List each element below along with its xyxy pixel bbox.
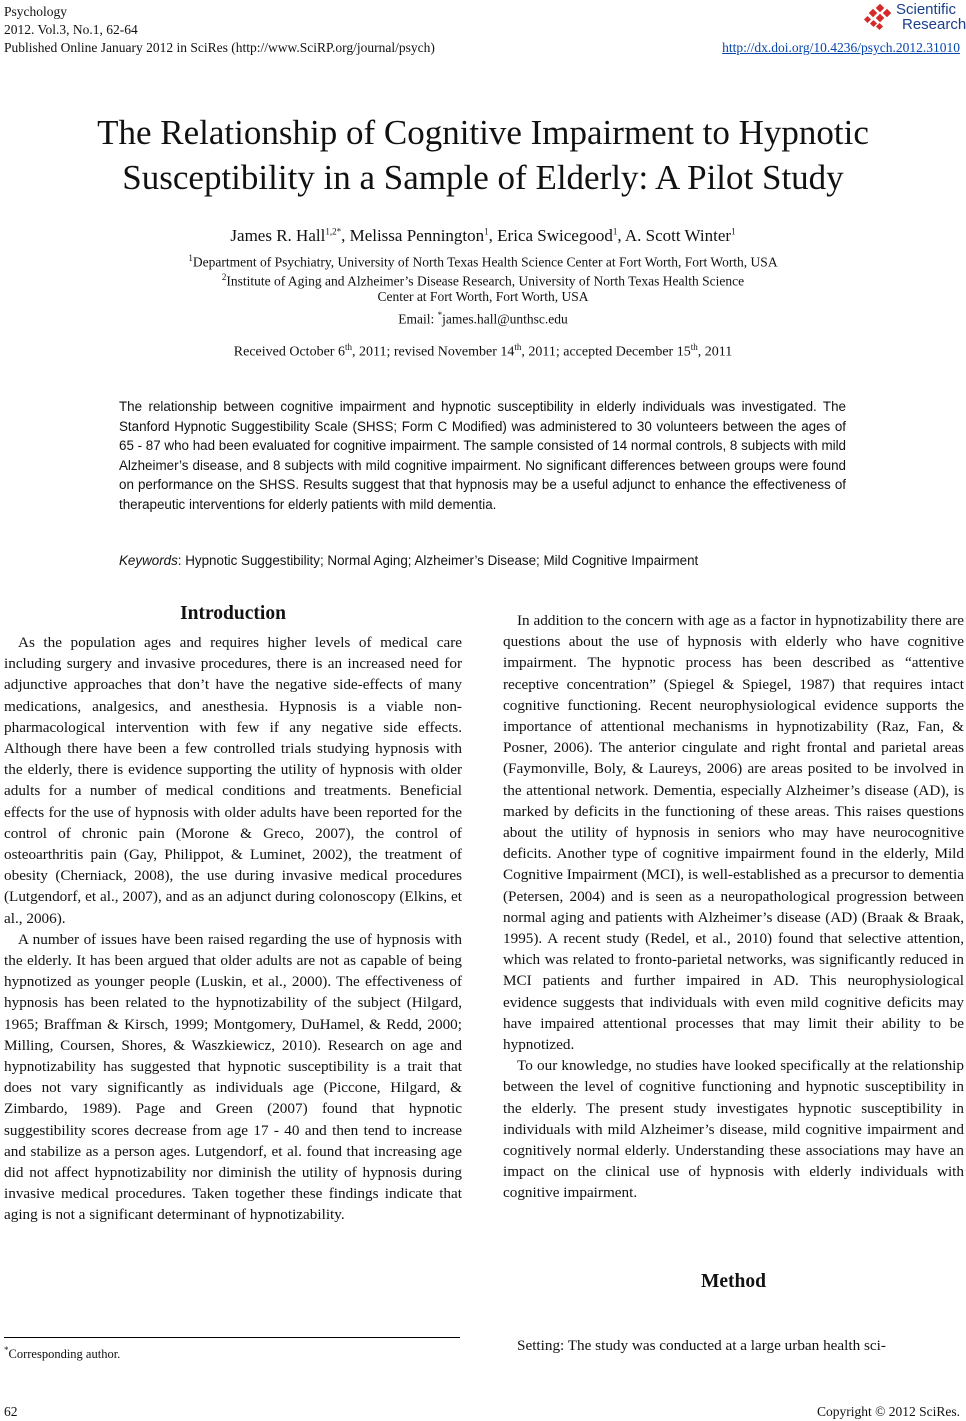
dates-line <box>0 342 966 361</box>
author-2-sup: 1 <box>484 226 489 237</box>
aff2-sup: 2 <box>221 272 227 282</box>
intro-paragraph-2: A number of issues have been raised regarding the use of hypnosis with the elderly. It has been argued that older adults are not as capable of being hypnotized as younger people (Luskin, et al., 2000). The effectiveness of hypnosis has been related to the hypnotizability of the subject (Hilgard, 1965; Braffman & Kirsch, 1999; Montgomery, DuHamel, & Redd, 2000; Milling, Coursen, Shores, & Waszkiewicz, 2010). Research on age and hypnotizability has suggested that hypnotic susceptibility is a trait that does not vary significantly as individuals age (Piccone, Hilgard, & Zimbardo, 1989). Page and Green (2007) found that hypnotic suggestibility scores decrease from age 17 - 40 and then tend to increase and stabilize as a person ages. Lutgendorf, et al. found that increasing age did not affect hypnotizability nor diminish the utility of hypnosis during invasive medical procedures. Taken together these findings indicate that aging is not a significant determinant of hypnotizability. <box>4 930 462 1224</box>
left-column <box>4 632 462 1226</box>
sup-th: th <box>690 342 698 352</box>
date-received: Received October 6 <box>233 344 345 360</box>
journal-name: Psychology <box>4 4 68 19</box>
abstract: The relationship between cognitive impairment and hypnotic susceptibility in elderly individuals was investigated. The Stanford Hypnotic Suggestibility Scale (SHSS; Form C Modified) was administered to 30 volunteers between the ages of 65 - 87 who had been evaluated for cognitive impairment. The sample consisted of 14 normal controls, 8 subjects with mild Alzheimer’s disease, and 8 subjects with mild cognitive impairment. No significant differences between groups were found on performance on the SHSS. Results suggest that that hypnosis may be a useful adjunct to enhance the effectiveness of therapeutic interventions for elderly patients with mild dementia. <box>119 399 846 512</box>
date-revised: , 2011; revised November 14 <box>351 344 515 360</box>
author-2: Melissa Pennington <box>349 226 485 245</box>
scientific-research-logo <box>864 1 966 36</box>
author-3: Erica Swicegood <box>497 226 613 245</box>
right-column <box>503 610 964 1204</box>
logo-text <box>896 2 966 32</box>
logo-line-1: Scientific <box>896 1 957 18</box>
keywords <box>119 553 846 568</box>
sup-th: th <box>344 342 352 352</box>
author-3-sup: 1 <box>612 226 618 237</box>
method-text <box>503 1335 964 1356</box>
title-line-1: The Relationship of Cognitive Impairment to Hypnotic <box>97 113 869 152</box>
aff1-text: Department of Psychiatry, University of North Texas Health Science Center at Fort Worth, Fort Worth, USA <box>192 254 778 270</box>
footnote-sup: * <box>4 1345 9 1355</box>
email-line: Email: *james.hall@unthsc.edu <box>398 310 568 327</box>
method-heading: Method <box>701 1271 766 1292</box>
footnote-rule <box>4 1337 460 1338</box>
date-end: , 2011 <box>697 344 733 360</box>
author-1-sup: 1,2* <box>325 226 342 237</box>
footnote <box>4 1345 120 1362</box>
footnote-text: Corresponding author. <box>8 1347 121 1362</box>
author-1: James R. Hall <box>230 226 326 245</box>
keywords-label: Keywords <box>119 553 178 568</box>
paper-title <box>0 110 966 200</box>
title-line-2: Susceptibility in a Sample of Elderly: A Pilot Study <box>122 158 844 197</box>
intro-paragraph-1: As the population ages and requires higher levels of medical care including surgery and invasive procedures, there is an increased need for adjunctive approaches that don’t have the negative side-effects of many medications, analgesics, and anesthesia. Hypnosis is a viable non-pharmacological intervention with few if any negative side effects. Although there have been a few controlled trials studying hypnosis with the elderly, there is evidence supporting the utility of hypnosis with older adults for a number of medical conditions and treatments. Beneficial effects for the use of hypnosis with older adults have been reported for the control of chronic pain (Morone & Greco, 2007), the control of osteoarthritis pain (Gay, Philippot, & Luminet, 2002), the treatment of obesity (Cherniack, 2008), the use during invasive medical procedures (Lutgendorf, et al., 2007), and as an adjunct during colonoscopy (Elkins, et al., 2006). <box>4 634 462 927</box>
intro-paragraph-3: In addition to the concern with age as a factor in hypnotizability there are questions about the use of hypnosis with elderly who have cognitive impairment. The hypnotic process has been described as “attentive receptive concentration” (Spiegel & Spiegel, 1987) that requires intact cognitive functioning. Recent neurophysiological evidence supports the importance of attentional mechanisms in hypnotizability (Raz, Fan, & Posner, 2006). The anterior cingulate and right frontal and parietal areas (Faymonville, Boly, & Laureys, 2006) are areas posited to be involved in the attentional network. Dementia, especially Alzheimer’s disease (AD), is marked by deficits in the functioning of these areas. This raises questions about the utility of hypnosis in seniors who may have neurocognitive deficits. Another type of cognitive impairment found in the elderly, Mild Cognitive Impairment (MCI), is well-established as a precursor to dementia (Petersen, 2004) and is seen as a neuropathological progression between normal aging and patients with Alzheimer’s disease (AD) (Braak & Braak, 1995). A recent study (Redel, et al., 2010) found that selective attention, which was related to fronto-parietal networks, was significantly reduced in MCI patients and further impaired in AD. This neurophysiological evidence suggests that individuals with even mild cognitive deficits may have impaired attentional processes that may limit their ability to be hypnotized. <box>503 612 964 1054</box>
publication-info: Published Online January 2012 in SciRes (http://www.SciRP.org/journal/psych) <box>4 40 435 55</box>
doi-link[interactable]: http://dx.doi.org/10.4236/psych.2012.31010 <box>722 40 960 55</box>
email-label: Email: <box>398 311 435 327</box>
method-paragraph: Setting: The study was conducted at a large urban health sci- <box>517 1337 886 1354</box>
introduction-heading: Introduction <box>180 603 286 624</box>
affiliation-2-cont: Center at Fort Worth, Fort Worth, USA <box>377 289 589 304</box>
logo-diamonds-icon <box>864 4 894 34</box>
copyright: Copyright © 2012 SciRes. <box>816 1404 960 1419</box>
author-4-sup: 1 <box>731 226 736 237</box>
aff2-text: Institute of Aging and Alzheimer’s Disease Research, University of North Texas Health Science <box>226 273 745 289</box>
sup-th: th <box>514 342 522 352</box>
intro-paragraph-4: To our knowledge, no studies have looked specifically at the relationship between the level of cognitive functioning and hypnotic susceptibility in the elderly. The present study investigates hypnotic susceptibility in individuals with mild Alzheimer’s disease, mild cognitive impairment and cognitively normal elderly. Understanding these associations may have an impact on the clinical use of hypnosis with elderly individuals with cognitive impairment. <box>503 1057 964 1202</box>
email-address[interactable]: james.hall@unthsc.edu <box>442 311 568 327</box>
journal-volume: 2012. Vol.3, No.1, 62-64 <box>4 22 138 37</box>
author-4: A. Scott Winter <box>624 226 732 245</box>
page-number: 62 <box>4 1404 18 1419</box>
aff1-sup: 1 <box>188 253 193 263</box>
author-list: James R. Hall$^{1,2*}$, Melissa Pennington$^1$, Erica Swicegood$^1$, A. Scott Winter$^1$ <box>230 226 736 245</box>
keywords-list: : Hypnotic Suggestibility; Normal Aging; Alzheimer’s Disease; Mild Cognitive Impairment <box>177 553 699 568</box>
date-accepted: , 2011; accepted December 15 <box>521 344 691 360</box>
logo-line-2: Research <box>902 16 966 33</box>
